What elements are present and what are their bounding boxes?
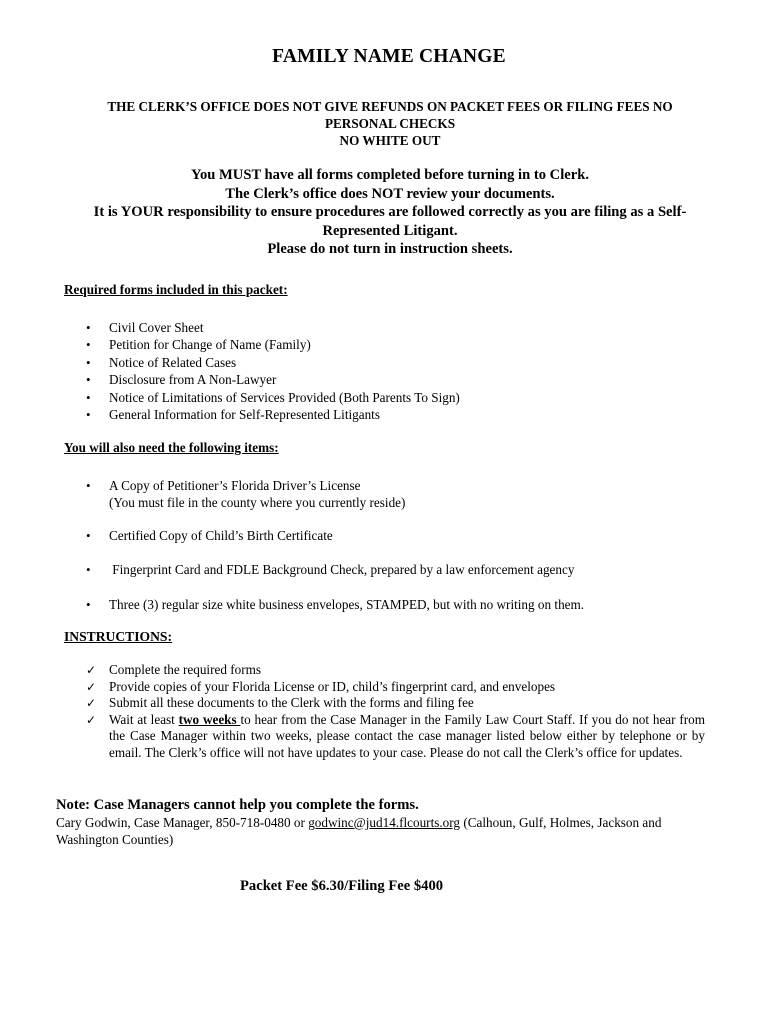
instruction-step: [0, 662, 705, 679]
responsibility-notice: [40, 166, 740, 259]
contact-email-link[interactable]: godwinc@jud14.flcourts.org: [308, 815, 461, 830]
case-manager-contact: [56, 814, 706, 848]
list-item: [0, 319, 460, 336]
bullet-icon: •: [86, 337, 91, 353]
list-item-label: General Information for Self-Represented Litigants: [109, 407, 380, 423]
list-item-label: Notice of Limitations of Services Provided (Both Parents To Sign): [109, 389, 460, 405]
list-item-label: Notice of Related Cases: [109, 354, 237, 370]
list-item: [0, 389, 460, 406]
instruction-step: [0, 695, 705, 712]
list-item: [0, 371, 460, 388]
list-item-label: Three (3) regular size white business envelopes, STAMPED, but with no writing on them.: [109, 596, 585, 612]
list-item-label: A Copy of Petitioner’s Florida Driver’s License: [109, 478, 361, 493]
bullet-icon: •: [86, 562, 91, 578]
bullet-icon: •: [86, 407, 91, 423]
instructions-list: [0, 662, 705, 762]
instruction-text: Provide copies of your Florida License or ID, child’s fingerprint card, and envelopes: [109, 678, 556, 694]
fees-line: Packet Fee $6.30/Filing Fee $400: [240, 878, 444, 894]
bullet-icon: •: [86, 372, 91, 388]
warning-line-2: PERSONAL CHECKS: [324, 116, 456, 131]
notice-line-3: It is YOUR responsibility to ensure procedures are followed correctly as you are filing as a Self-: [93, 204, 687, 221]
list-item: [0, 561, 584, 578]
instruction-step: [0, 712, 705, 762]
case-manager-note: Note: Case Managers cannot help you complete the forms.: [56, 797, 419, 813]
bullet-icon: •: [86, 320, 91, 335]
bullet-icon: •: [86, 354, 91, 370]
instruction-step: [0, 679, 705, 696]
list-item: [0, 527, 584, 544]
instruction-text: Wait at least: [109, 711, 179, 727]
instruction-text: Complete the required forms: [109, 662, 261, 677]
checkmark-icon: ✓: [86, 679, 97, 694]
contact-name-phone: Cary Godwin, Case Manager, 850-718-0480 or: [56, 815, 309, 830]
bullet-icon: •: [86, 478, 91, 493]
list-item: [0, 477, 584, 512]
page-title: FAMILY NAME CHANGE: [272, 46, 506, 67]
bullet-icon: •: [86, 389, 91, 405]
needed-items-list: [0, 477, 584, 630]
list-item: [0, 336, 460, 353]
list-item-label: Certified Copy of Child’s Birth Certificate: [109, 527, 333, 543]
list-item: [0, 596, 584, 613]
checkmark-icon: ✓: [86, 663, 97, 677]
list-item-label: Civil Cover Sheet: [109, 320, 204, 335]
required-forms-list: [0, 319, 460, 423]
required-forms-heading: Required forms included in this packet:: [64, 282, 288, 297]
contact-counties: (Calhoun, Gulf, Holmes, Jackson and Washington Counties): [56, 815, 662, 847]
checkmark-icon: ✓: [86, 712, 97, 727]
instruction-text: Submit all these documents to the Clerk with the forms and filing fee: [109, 695, 474, 711]
refund-warning: [60, 98, 720, 149]
needed-items-heading: You will also need the following items:: [64, 440, 279, 455]
notice-line-2: The Clerk’s office does NOT review your documents.: [225, 185, 555, 202]
list-item-label: Fingerprint Card and FDLE Background Check, prepared by a law enforcement agency: [109, 562, 575, 578]
notice-line-4: Represented Litigant.: [322, 222, 458, 239]
emphasis-two-weeks: two weeks: [178, 711, 241, 727]
bullet-icon: •: [86, 527, 91, 543]
notice-line-5: Please do not turn in instruction sheets.: [267, 241, 513, 258]
list-item-label: Petition for Change of Name (Family): [109, 337, 311, 353]
instruction-text-continued: to hear from the Case Manager in the Family Law Court Staff. If you do not hear from the Case Manager within two weeks, please contact the case manager listed below either by telephone or by email. The Clerk’s office will not have updates to your case. Please do not call the Clerk’s office for updates.: [109, 711, 705, 760]
warning-line-3: NO WHITE OUT: [339, 133, 441, 148]
list-item-label: Disclosure from A Non-Lawyer: [109, 372, 277, 388]
bullet-icon: •: [86, 596, 91, 612]
list-item: [0, 354, 460, 371]
checkmark-icon: ✓: [86, 696, 97, 711]
list-item: [0, 406, 460, 423]
warning-line-1: THE CLERK’S OFFICE DOES NOT GIVE REFUNDS ON PACKET FEES OR FILING FEES NO: [107, 99, 673, 114]
notice-line-1: You MUST have all forms completed before turning in to Clerk.: [191, 167, 589, 183]
instructions-heading: INSTRUCTIONS:: [64, 629, 173, 644]
list-item-sublabel: (You must file in the county where you currently reside): [109, 495, 406, 511]
